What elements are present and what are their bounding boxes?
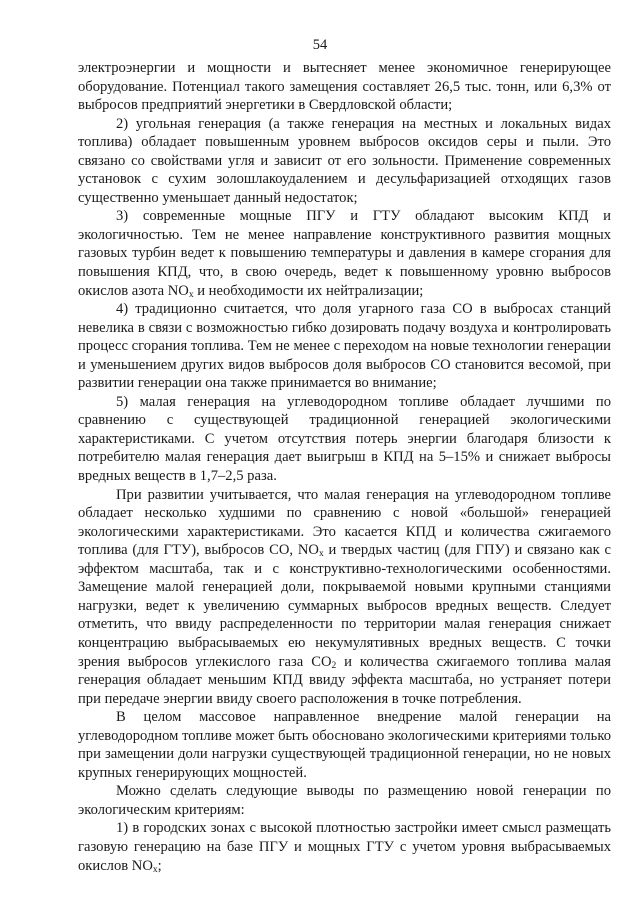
paragraph-8 [78, 782, 611, 819]
subscript: x [152, 864, 158, 875]
text-run: Можно сделать следующие выводы по размещению новой генерации по экологическим критериям: [78, 783, 611, 818]
text-run: ; [157, 857, 162, 874]
subscript: x [318, 549, 324, 560]
text-run: и количества сжигаемого топлива малая генерация обладает меньшим КПД ввиду эффекта масштаба, но устраняет потери при передаче энергии ввиду своего расположения в точке потребления. [78, 653, 611, 707]
text-run: 2) угольная генерация (а также генерация на местных и локальных видах топлива) обладает повышенным уровнем выбросов оксидов серы и пыли. Это связано со свойствами угля и зависит от его зольности. Применение современных установок с сухим золошлакоудалением и десульфаризацией отходящих газов существенно уменьшает данный недостаток; [78, 115, 611, 206]
paragraph-7 [78, 708, 611, 782]
paragraph-6 [78, 486, 611, 709]
text-run: В целом массовое направленное внедрение малой генерации на углеводородном топливе может быть обосновано экологическими критериями только при замещении доли нагрузки существующей традиционной генерации, но не новых крупных генерирующих мощностей. [78, 709, 611, 781]
document-body [78, 59, 611, 875]
text-run: 5) малая генерация на углеводородном топливе обладает лучшими по сравнению с существующей традиционной генерацией экологическими характеристиками. С учетом отсутствия потерь энергии благодаря близости к потребителю малая генерация дает выигрыш в КПД на 5–15% и снижает выбросы вредных веществ в 1,7–2,5 раза. [78, 393, 611, 485]
subscript: x [188, 289, 194, 300]
paragraph-9 [78, 819, 611, 875]
text-run: и необходимости их нейтрализации; [193, 282, 424, 299]
text-run: При развитии учитывается, что малая генерация на углеводородном топливе обладает несколько худшими по сравнению с новой «большой» генерацией экологическими характеристиками. Это касается КПД и количества сжигаемого топлива (для ГТУ), выбросов CO, NO [78, 486, 611, 559]
text-run: 3) современные мощные ПГУ и ГТУ обладают высоким КПД и экологичностью. Тем не менее направление конструктивного развития мощных газовых турбин ведет к повышению температуры и давления в камере сгорания для повышения КПД, что, в свою очередь, ведет к повышенному уровню выбросов окислов азота NO [78, 208, 611, 299]
paragraph-4 [78, 300, 611, 393]
text-run: и твердых частиц (для ГПУ) и связано как с эффектом масштаба, так и с конструктивно-технологическими особенностями. Замещение малой генерацией доли, покрываемой новыми крупными станциями нагрузки, ведет к увеличению суммарных выбросов вредных веществ. Следует отметить, что ввиду распределенности по территории малая генерация снижает концентрацию выбрасываемых ею некумулятивных вредных веществ. С точки зрения выбросов углекислого газа CO [78, 542, 612, 670]
paragraph-3 [78, 207, 611, 300]
paragraph-2 [78, 115, 611, 208]
paragraph-1 [78, 59, 611, 115]
subscript: 2 [331, 660, 337, 671]
page-number: 54 [312, 37, 328, 53]
text-run: электроэнергии и мощности и вытесняет менее экономичное генерирующее оборудование. Потенциал такого замещения составляет 26,5 тыс. тонн, или 6,3% от выбросов предприятий энергетики в Свердловской области; [78, 60, 611, 114]
text-run: 1) в городских зонах с высокой плотностью застройки имеет смысл размещать газовую генерацию на базе ПГУ и мощных ГТУ с учетом уровня выбрасываемых окислов NO [78, 820, 611, 874]
text-run: 4) традиционно считается, что доля угарного газа CO в выбросах станций невелика в связи с возможностью гибко дозировать подачу воздуха и контролировать процесс сгорания топлива. Тем не менее с переходом на новые технологии генерации и уменьшением других видов выбросов доля выбросов CO становится весомой, при развитии генерации она также принимается во внимание; [78, 301, 611, 392]
paragraph-5 [78, 393, 611, 486]
